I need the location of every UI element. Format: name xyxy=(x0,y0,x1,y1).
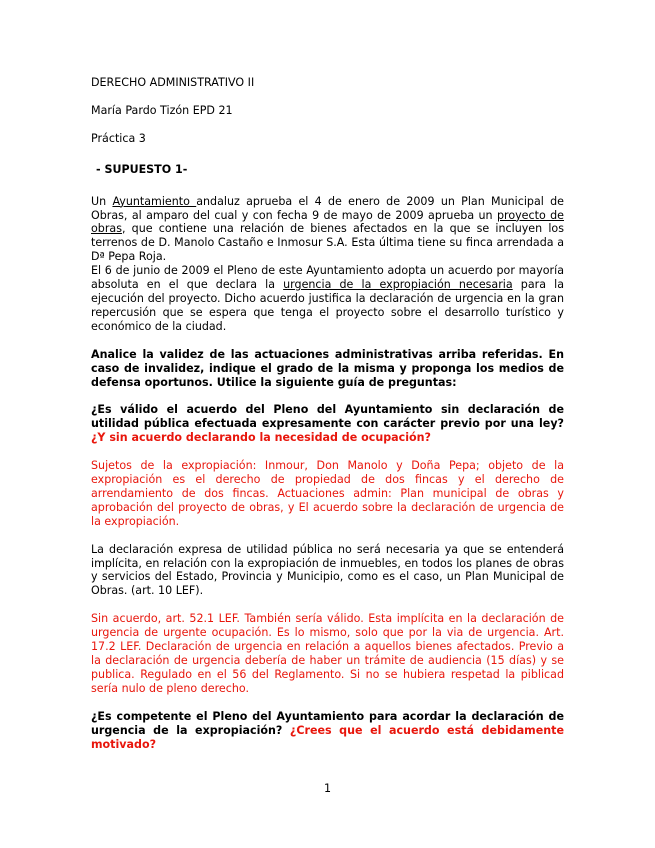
underlined-term: Ayuntamiento xyxy=(112,194,197,208)
text-run: Un xyxy=(91,194,113,208)
page-content xyxy=(91,76,564,751)
answer-2-red: Sin acuerdo, art. 52.1 LEF. También sería válido. Esta implícita en la declaración de urgencia de urgente ocupación. Es lo mismo, solo que por la via de urgencia. Art. 17.2 LEF. Declaración de urgencia en relación a aquellos bienes afectados. Previo a la declaración de urgencia debería de haber un trámite de audiencia (15 días) y se publica. Regulado en el 56 del Reglamento. Si no se hubiera respetad la piblicad sería nulo de pleno derecho. xyxy=(91,612,564,695)
question-2 xyxy=(91,710,564,752)
practice-label: Práctica 3 xyxy=(91,131,146,145)
section-title: - SUPUESTO 1- xyxy=(96,162,188,176)
text-run: , que contiene una relación de bienes afectados en la que se incluyen los terrenos de D. Manolo Castaño e Inmosur S.A. Esta última tiene su finca arrendada a Dª Pepa Roja. xyxy=(91,222,564,264)
answer-1-red: Sujetos de la expropiación: Inmour, Don Manolo y Doña Pepa; objeto de la expropiación es el derecho de propiedad de dos fincas y el derecho de arrendamiento de dos fincas. Actuaciones admin: Plan municipal de obras y aprobación del proyecto de obras, y El acuerdo sobre la declaración de urgencia de la expropiación. xyxy=(91,459,564,528)
underlined-term: urgencia de la expropiación necesaria xyxy=(283,278,513,292)
question-1 xyxy=(91,403,564,445)
answer-1-black: La declaración expresa de utilidad pública no será necesaria ya que se entenderá implícita, en relación con la expropiación de inmuebles, en todos los planes de obras y servicios del Estado, Provincia y Municipio, como es el caso, un Plan Municipal de Obras. (art. 10 LEF). xyxy=(91,542,564,598)
question-text-red: ¿Crees que el acuerdo está debidamente motivado? xyxy=(91,723,564,751)
question-text: ¿Es competente el Pleno del Ayuntamiento para acordar la declaración de urgencia de la expropiación? xyxy=(91,709,564,737)
underlined-term: proyecto de obras xyxy=(91,208,564,236)
page-number: 1 xyxy=(323,782,332,795)
paragraph-facts-2 xyxy=(91,264,564,334)
text-run: para la ejecución del proyecto. Dicho acuerdo justifica la declaración de urgencia en la gran repercusión que se espera que tenga el proyecto sobre el desarrollo turístico y económico de la ciudad. xyxy=(91,278,564,333)
question-text: ¿Es válido el acuerdo del Pleno del Ayuntamiento sin declaración de utilidad pública efectuada expresamente con carácter previo por una ley? xyxy=(91,403,564,431)
author-line: María Pardo Tizón EPD 21 xyxy=(91,103,233,117)
paragraph-facts-1 xyxy=(91,195,564,265)
text-run: andaluz aprueba el 4 de enero de 2009 un Plan Municipal de Obras, al amparo del cual y con fecha 9 de mayo de 2009 aprueba un xyxy=(91,194,564,222)
course-title: DERECHO ADMINISTRATIVO II xyxy=(91,76,255,89)
question-text-red: ¿Y sin acuerdo declarando la necesidad de ocupación? xyxy=(91,431,431,445)
text-run: El 6 de junio de 2009 el Pleno de este Ayuntamiento adopta un acuerdo por mayoría absoluta en el que declara la xyxy=(91,264,564,292)
instructions-paragraph: Analice la validez de las actuaciones administrativas arriba referidas. En caso de invalidez, indique el grado de la misma y proponga los medios de defensa oportunos. Utilice la siguiente guía de preguntas: xyxy=(91,347,564,389)
